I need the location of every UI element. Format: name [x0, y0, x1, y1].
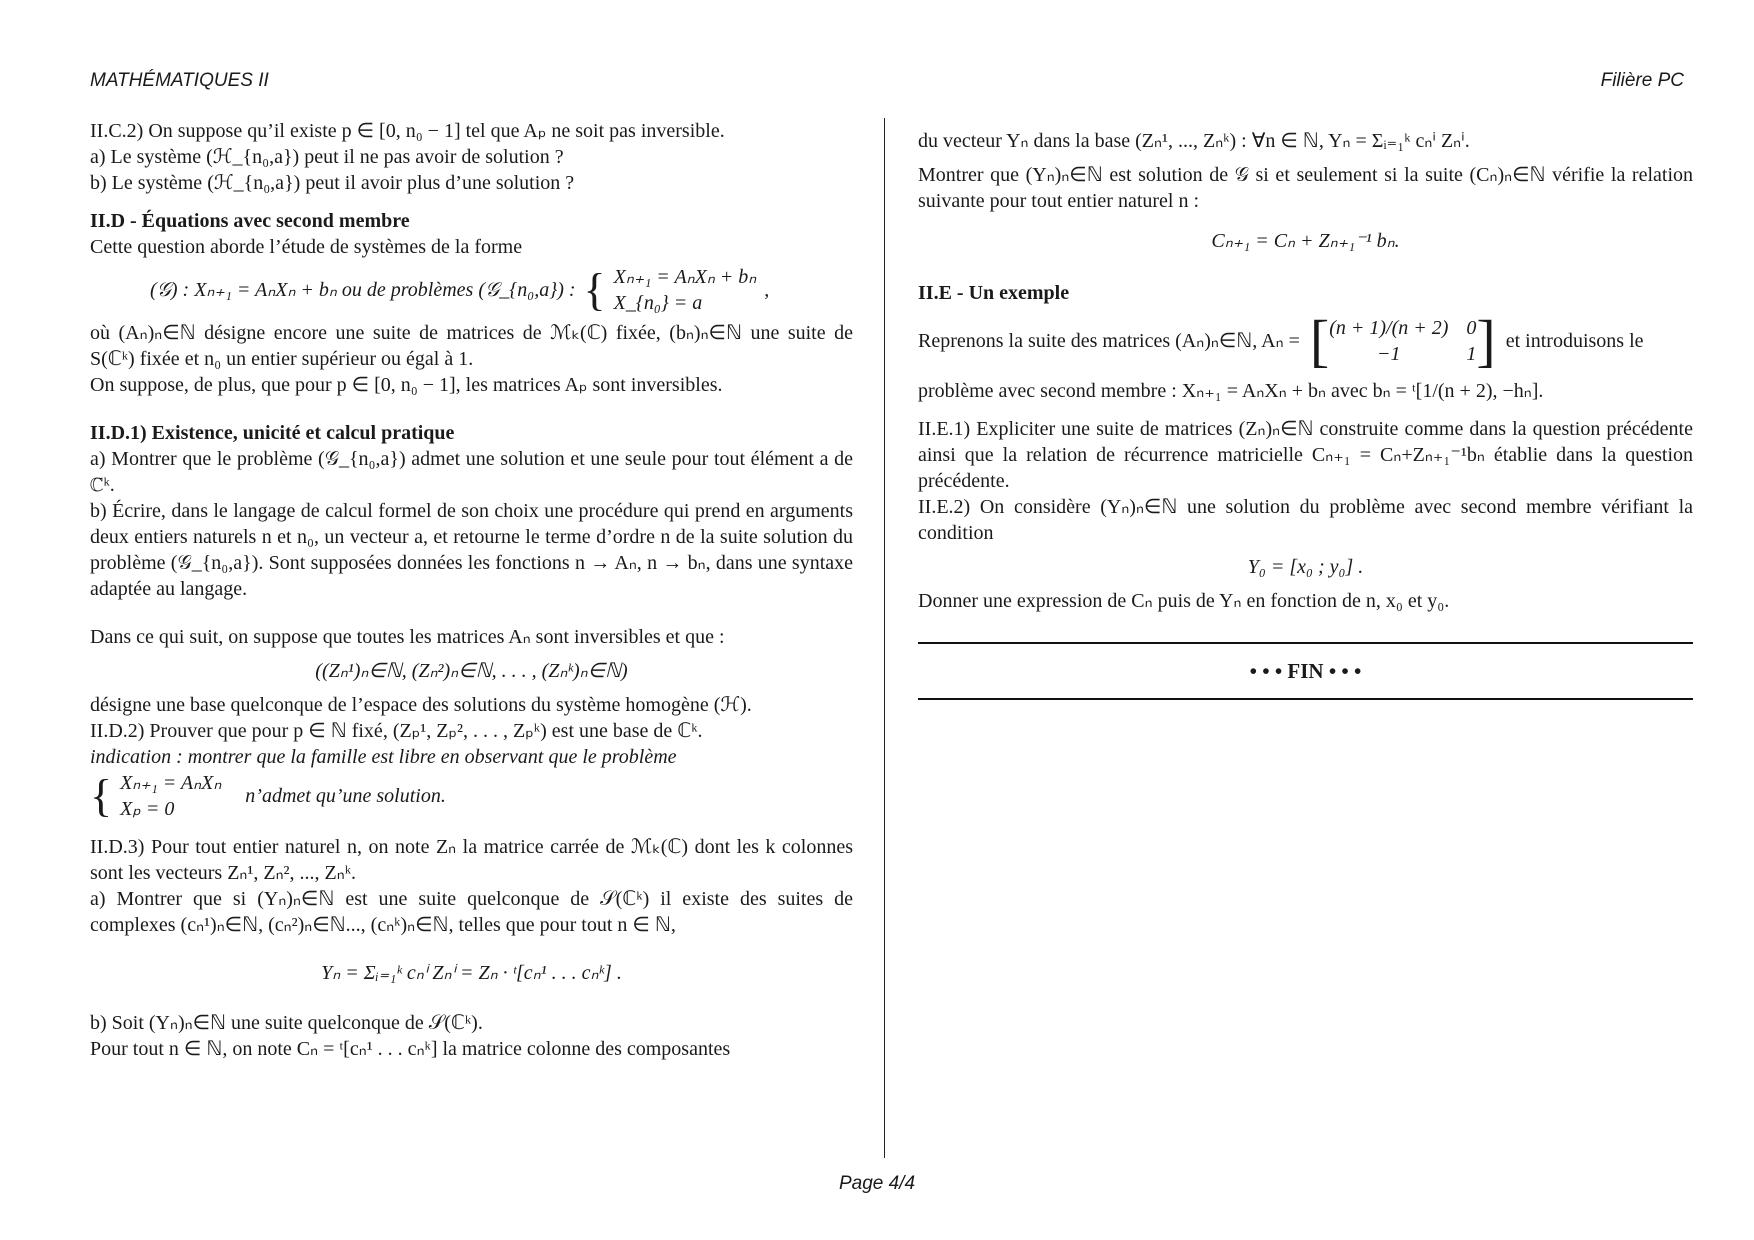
indication-text: indication : montrer que la famille est libre en observant que le problème — [90, 746, 677, 768]
paragraph-Cn-definition: Pour tout n ∈ ℕ, on note Cₙ = ᵗ[cₙ¹ . . . cₙᵏ] la matrice colonne des composantes — [90, 1038, 731, 1060]
fin-rule-bottom — [918, 698, 1693, 700]
equation-Y0: Y₀ = [x₀ ; y₀] . — [1247, 556, 1364, 578]
intro-text: Cette question aborde l’étude de systèmes de la forme — [90, 236, 523, 258]
question-IID1-b: b) Écrire, dans le langage de calcul formel de son choix une procédure qui prend en arguments deux entiers naturels n et n₀, un vecteur a, et retourne le terme d’ordre n de la suite solution du problème (𝒢_{n₀,a}). Sont supposées données les fonctions n → Aₙ, n → bₙ, dans une syntaxe adaptée au langage. — [90, 500, 853, 600]
matrix-cell-11: (n + 1)/(n + 2) — [1329, 317, 1449, 339]
matrix-intro-text: Reprenons la suite des matrices (Aₙ)ₙ∈ℕ, Aₙ = — [918, 330, 1300, 352]
fin-rule-top — [918, 642, 1693, 644]
paragraph-assumption: On suppose, de plus, que pour p ∈ [0, n₀ − 1], les matrices Aₚ sont inversibles. — [90, 374, 723, 396]
left-column — [90, 118, 853, 1062]
right-column — [918, 118, 1693, 714]
matrix-An-line — [918, 308, 1693, 373]
question-Cn-relation: Montrer que (Yₙ)ₙ∈ℕ est solution de 𝒢 si et seulement si la suite (Cₙ)ₙ∈ℕ vérifie la relation suivante pour tout entier naturel n : — [918, 164, 1693, 212]
column-divider — [884, 118, 885, 1158]
question-IIC2-b: b) Le système (ℋ_{n₀,a}) peut il avoir plus d’une solution ? — [90, 172, 575, 194]
left-brace-2: { — [90, 770, 113, 821]
subsection-heading-IID1: II.D.1) Existence, unicité et calcul pratique — [90, 422, 455, 444]
question-IIE2: II.E.2) On considère (Yₙ)ₙ∈ℕ une solution du problème avec second membre vérifiant la condition — [918, 496, 1693, 544]
question-IIE2-ask: Donner une expression de Cₙ puis de Yₙ en fonction de n, x₀ et y₀. — [918, 590, 1450, 612]
homogeneous-line1: Xₙ₊₁ = AₙXₙ — [120, 772, 222, 794]
equation-system-G: (𝒢) : Xₙ₊₁ = AₙXₙ + bₙ ou de problèmes (𝒢_{n₀,a}) : { Xₙ₊₁ = AₙXₙ + bₙ X_{n₀} = a , — [150, 264, 770, 315]
question-IIC2-a: a) Le système (ℋ_{n₀,a}) peut il ne pas avoir de solution ? — [90, 146, 564, 168]
equation-Y-decomposition: Yₙ = Σᵢ₌₁ᵏ cₙⁱ Zₙⁱ = Zₙ · ᵗ[cₙ¹ . . . cₙᵏ] . — [321, 962, 622, 984]
equation-system-homogeneous — [90, 770, 853, 822]
equation-C-recurrence: Cₙ₊₁ = Cₙ + Zₙ₊₁⁻¹ bₙ. — [1211, 230, 1400, 252]
left-bracket: [ — [1309, 308, 1330, 373]
paragraph-base: désigne une base quelconque de l’espace des solutions du système homogène (ℋ). — [90, 694, 752, 716]
paragraph-hypothesis: Dans ce qui suit, on suppose que toutes les matrices Aₙ sont inversibles et que : — [90, 626, 725, 648]
equation-G-line2: X_{n₀} = a — [613, 292, 703, 314]
section-heading-IIE: II.E - Un exemple — [918, 282, 1070, 304]
question-IID3: II.D.3) Pour tout entier naturel n, on note Zₙ la matrice carrée de ℳₖ(ℂ) dont les k colonnes sont les vecteurs Zₙ¹, Zₙ², ..., Zₙᵏ. — [90, 836, 853, 884]
question-IIE1: II.E.1) Expliciter une suite de matrices (Zₙ)ₙ∈ℕ construite comme dans la question précédente ainsi que la relation de récurrence matricielle Cₙ₊₁ = Cₙ+Zₙ₊₁⁻¹bₙ établie dans la question précédente. — [918, 418, 1693, 492]
matrix-cell-21: −1 — [1377, 343, 1401, 365]
right-bracket: ] — [1476, 308, 1496, 373]
homogeneous-line2: Xₚ = 0 — [120, 798, 175, 820]
equation-G-label: (𝒢) : Xₙ₊₁ = AₙXₙ + bₙ ou de problèmes (𝒢_{n₀,a}) : — [150, 279, 576, 301]
question-IID1-a: a) Montrer que le problème (𝒢_{n₀,a}) admet une solution et une seule pour tout élément a de ℂᵏ. — [90, 448, 853, 496]
page-number: Page 4/4 — [838, 1173, 916, 1194]
matrix-outro-text: et introduisons le — [1505, 330, 1644, 352]
equation-G-line1: Xₙ₊₁ = AₙXₙ + bₙ — [613, 266, 757, 288]
header-right: Filière PC — [1600, 70, 1684, 91]
fin-mark: • • • FIN • • • — [1249, 659, 1362, 683]
question-IID3-a: a) Montrer que si (Yₙ)ₙ∈ℕ est une suite quelconque de 𝒮(ℂᵏ) il existe des suites de complexes (cₙ¹)ₙ∈ℕ, (cₙ²)ₙ∈ℕ..., (cₙᵏ)ₙ∈ℕ, telles que pour tout n ∈ ℕ, — [90, 888, 853, 936]
equation-base: ((Zₙ¹)ₙ∈ℕ, (Zₙ²)ₙ∈ℕ, . . . , (Zₙᵏ)ₙ∈ℕ) — [315, 660, 628, 682]
paragraph-components: du vecteur Yₙ dans la base (Zₙ¹, ..., Zₙᵏ) : ∀n ∈ ℕ, Yₙ = Σᵢ₌₁ᵏ cₙⁱ Zₙⁱ. — [918, 130, 1470, 152]
matrix-cell-12: 0 — [1466, 317, 1477, 339]
question-IID3-b: b) Soit (Yₙ)ₙ∈ℕ une suite quelconque de 𝒮(ℂᵏ). — [90, 1012, 483, 1034]
homogeneous-remark: n’admet qu’une solution. — [245, 785, 446, 807]
matrix-cell-22: 1 — [1466, 343, 1477, 365]
question-IID2: II.D.2) Prouver que pour p ∈ ℕ fixé, (Zₚ¹, Zₚ², . . . , Zₚᵏ) est une base de ℂᵏ. — [90, 720, 703, 742]
section-heading-IID: II.D - Équations avec second membre — [90, 210, 410, 232]
matrix-An — [1309, 308, 1496, 373]
paragraph-definitions: où (Aₙ)ₙ∈ℕ désigne encore une suite de matrices de ℳₖ(ℂ) fixée, (bₙ)ₙ∈ℕ une suite de S(ℂᵏ) fixée et n₀ un entier supérieur ou égal à 1. — [90, 322, 853, 370]
question-IIC2: II.C.2) On suppose qu’il existe p ∈ [0, n₀ − 1] tel que Aₚ ne soit pas inversible. — [90, 120, 725, 142]
left-brace: { — [583, 264, 606, 315]
paragraph-second-member: problème avec second membre : Xₙ₊₁ = AₙXₙ + bₙ avec bₙ = ᵗ[1/(n + 2), −hₙ]. — [918, 380, 1544, 402]
header-left: MATHÉMATIQUES II — [90, 70, 269, 91]
